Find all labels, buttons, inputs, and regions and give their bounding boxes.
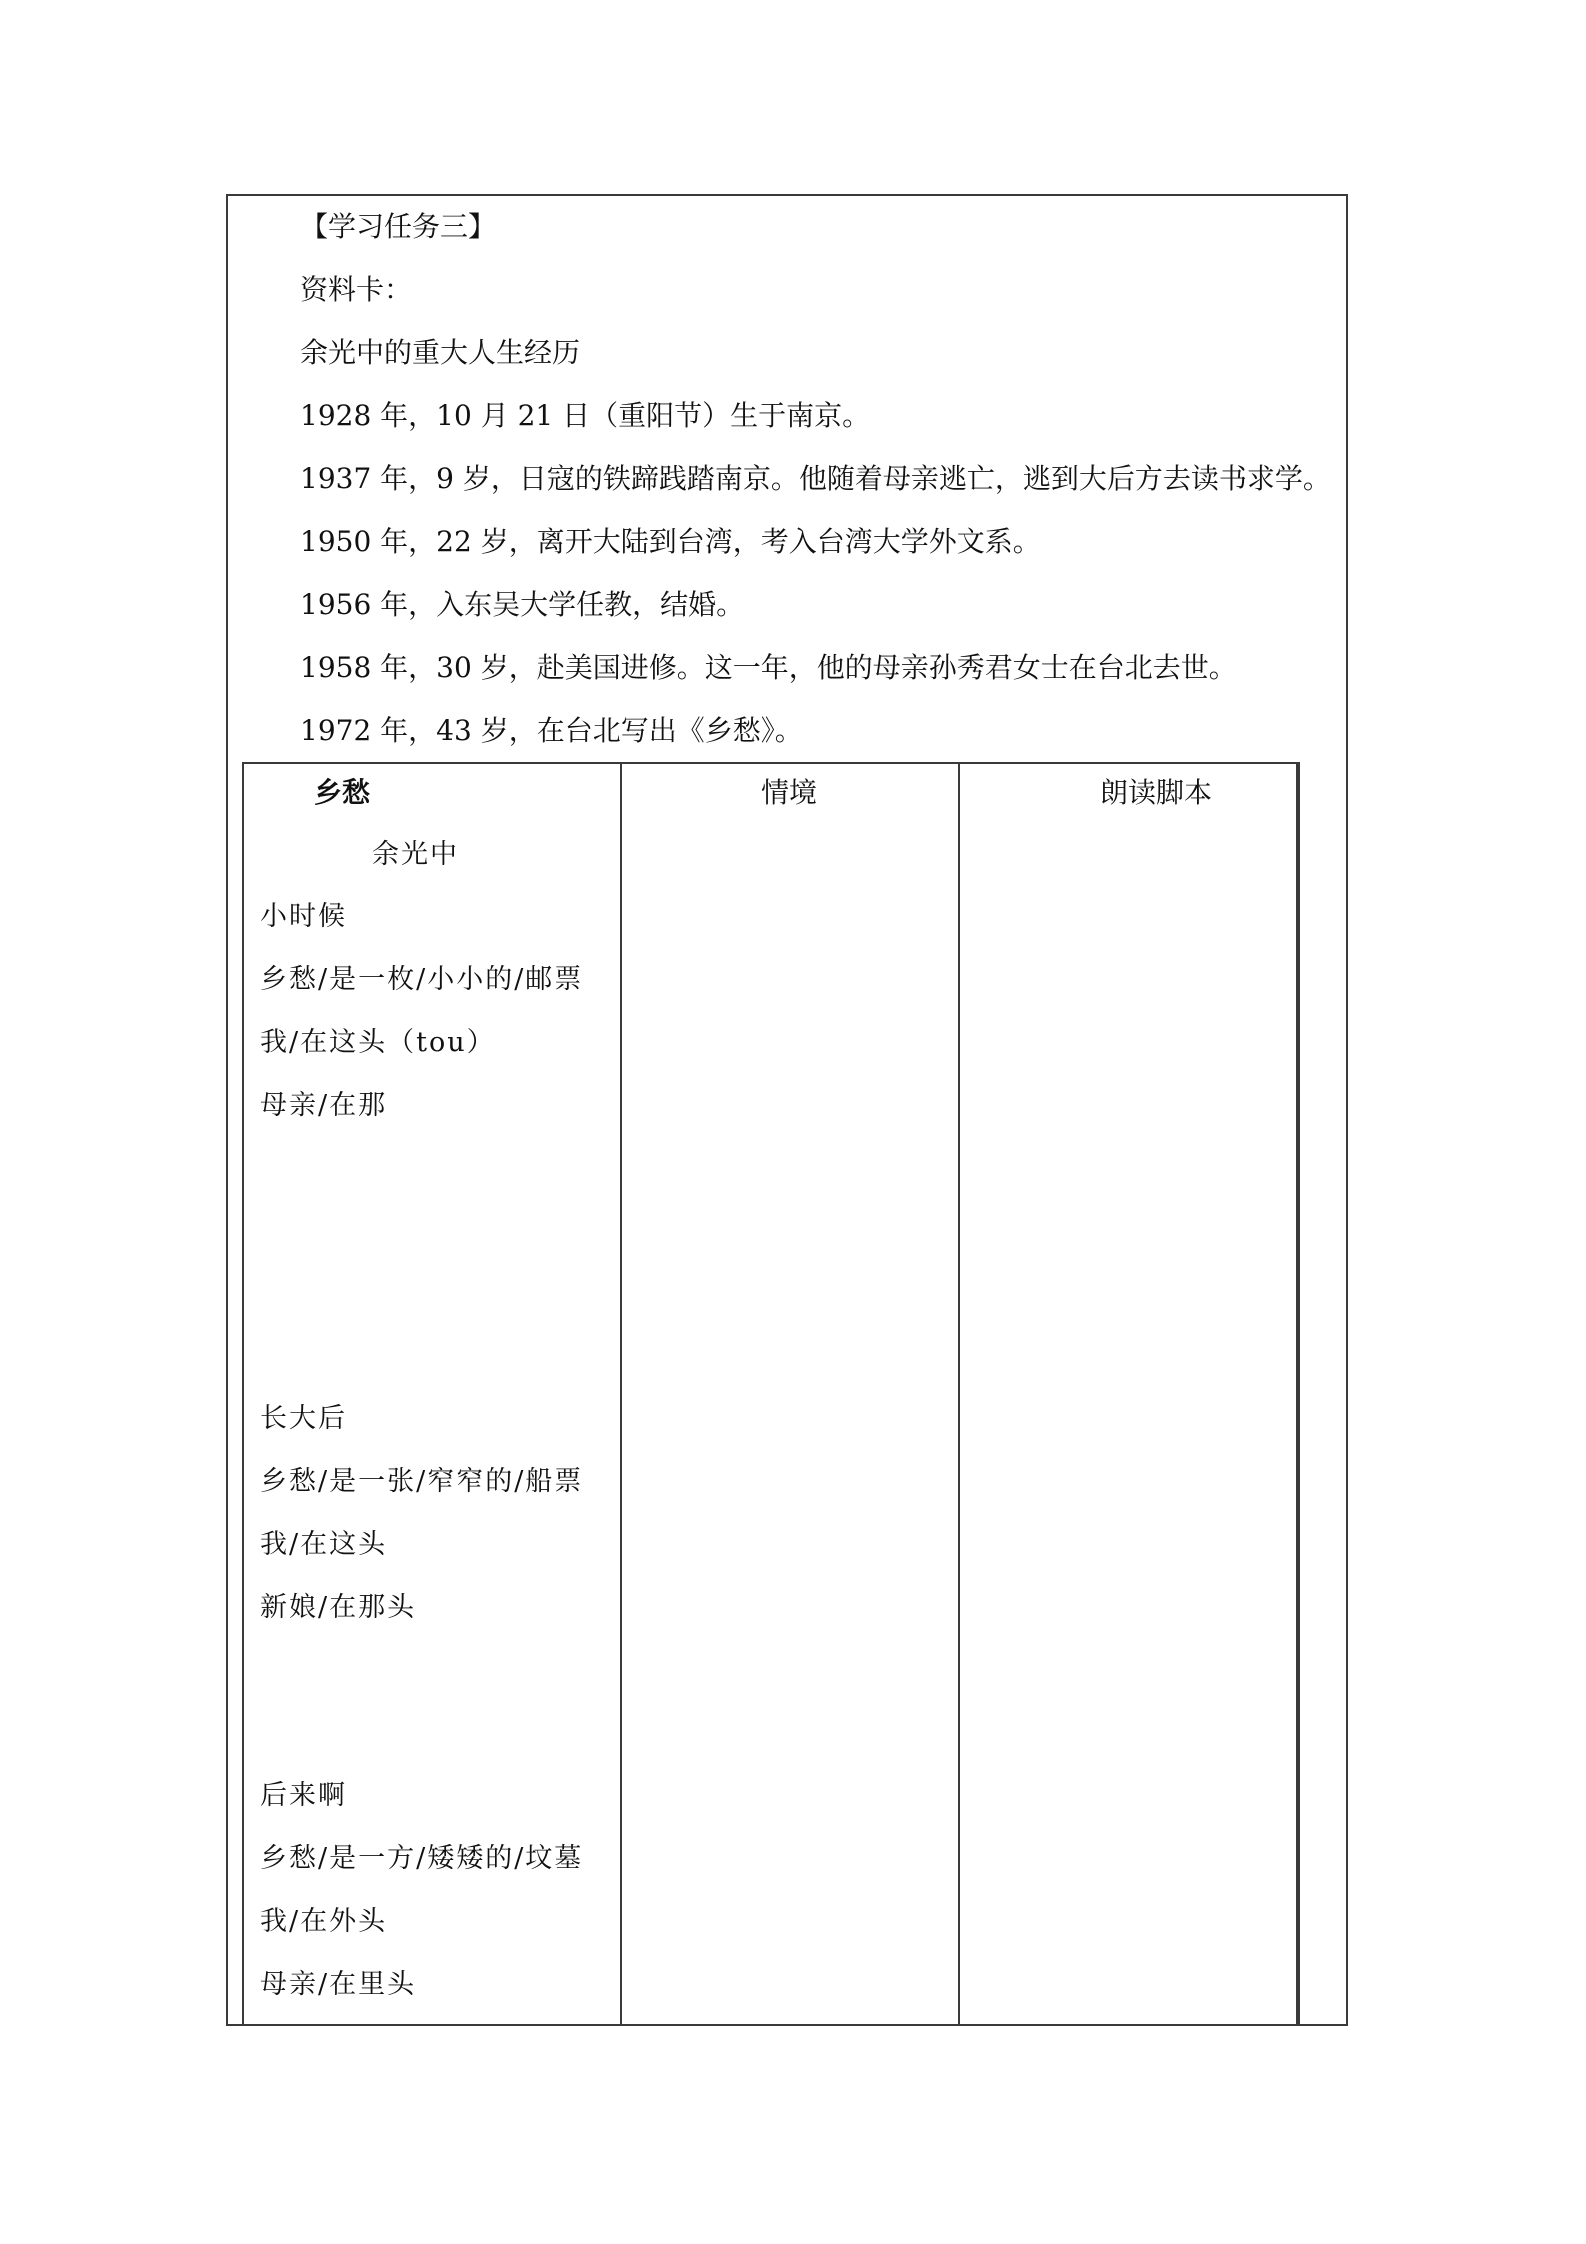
timeline-item: 1958 年，30 岁，赴美国进修。这一年，他的母亲孙秀君女士在台北去世。 (300, 651, 1237, 684)
timeline-item: 1956 年，入东吴大学任教，结婚。 (300, 588, 745, 621)
poem-line: 我/在这头 (260, 1529, 388, 1560)
column-divider (620, 764, 622, 2026)
poem-table (242, 762, 1300, 2026)
task-title: 【学习任务三】 (300, 210, 497, 243)
column-divider (958, 764, 960, 2026)
poem-line: 母亲/在里头 (260, 1969, 417, 2000)
poem-title: 乡愁 (314, 776, 371, 809)
col-header-reading-script: 朗读脚本 (1099, 776, 1213, 809)
timeline-item: 1937 年，9 岁，日寇的铁蹄践踏南京。他随着母亲逃亡，逃到大后方去读书求学。 (300, 462, 1331, 495)
timeline-item: 1972 年，43 岁，在台北写出《乡愁》。 (300, 714, 803, 747)
poem-line: 后来啊 (260, 1780, 347, 1811)
poem-line: 乡愁/是一张/窄窄的/船票 (260, 1466, 584, 1497)
poem-line: 我/在这头（tou） (260, 1027, 496, 1058)
poem-line: 母亲/在那 (260, 1090, 388, 1121)
column-divider (1296, 764, 1298, 2026)
poem-line: 小时候 (260, 901, 347, 932)
section-subtitle: 余光中的重大人生经历 (300, 336, 581, 369)
timeline-item: 1950 年，22 岁，离开大陆到台湾，考入台湾大学外文系。 (300, 525, 1041, 558)
poem-line: 新娘/在那头 (260, 1592, 417, 1623)
poem-line: 我/在外头 (260, 1906, 388, 1937)
poem-line: 长大后 (260, 1403, 347, 1434)
card-label: 资料卡： (300, 273, 413, 306)
timeline-item: 1928 年，10 月 21 日（重阳节）生于南京。 (300, 399, 871, 432)
poem-line: 乡愁/是一方/矮矮的/坟墓 (260, 1843, 584, 1874)
poem-line: 乡愁/是一枚/小小的/邮票 (260, 964, 584, 995)
poem-author: 余光中 (372, 839, 459, 870)
col-header-situation: 情境 (760, 776, 818, 809)
